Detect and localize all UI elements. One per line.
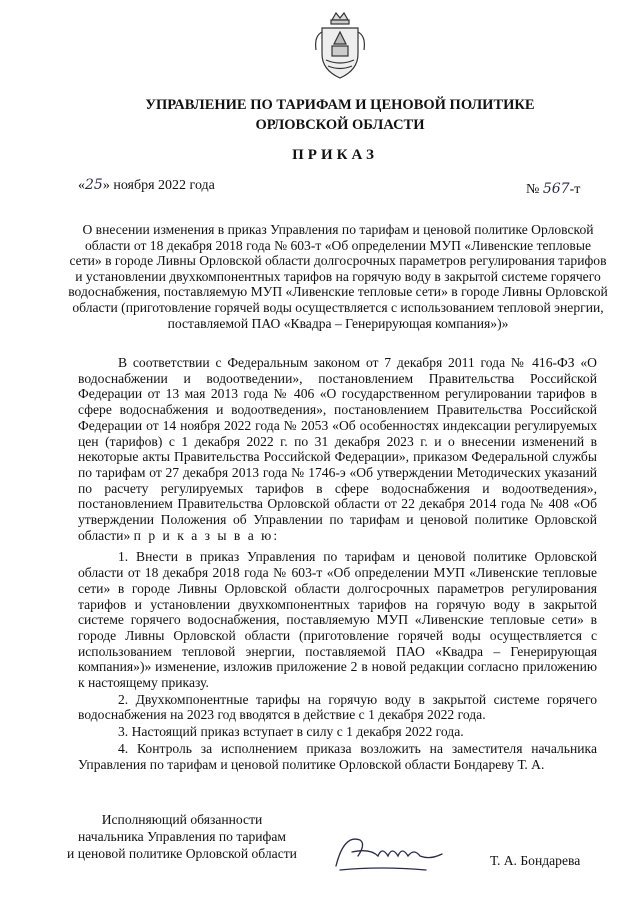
preamble-text: В соответствии с Федеральным законом от 7 декабря 2011 года № 416-ФЗ «О водоснабжении и водоотведении», постановлением Правительства Российской Федерации от 13 мая 2013 года № 406 «О государственном регулировании тарифов в сфере водоснабжения и водоотведения», постановлением Правительства Российской Федерации от 14 ноября 2022 года № 2053 «Об особенностях индексации регулируемых цен (тарифов) с 1 декабря 2022 г. по 31 декабря 2023 г. и о внесении изменений в некоторые акты Правительства Российской Федерации», приказом Федеральной службы по тарифам от 27 декабря 2013 года № 1746-э «Об утверждении Методических указаний по расчету регулируемых тарифов в сфере водоснабжения и водоотведения», постановлением Правительства Орловской области от 22 декабря 2014 года № 408 «Об утверждении Положения об Управлении по тарифам и ценовой политике Орловской области» — [78, 355, 597, 543]
document-type: ПРИКАЗ — [292, 147, 378, 163]
document-date — [78, 177, 215, 194]
preamble-paragraph — [78, 355, 597, 543]
handwritten-signature — [330, 826, 448, 876]
order-item-4: 4. Контроль за исполнением приказа возложить на заместителя начальника Управления по тарифам и ценовой политике Орловской области Бондареву Т. А. — [78, 740, 597, 772]
organization-name-line-2: ОРЛОВСКОЙ ОБЛАСТИ — [255, 117, 425, 133]
number-prefix: № — [526, 182, 540, 197]
signatory-name: Т. А. Бондарева — [490, 853, 581, 868]
coat-of-arms-icon — [310, 10, 370, 84]
number-suffix: -т — [569, 182, 581, 197]
document-body — [78, 355, 597, 772]
signatory-title-line-1: Исполняющий обязанности — [101, 812, 263, 827]
order-item-2: 2. Двухкомпонентные тарифы на горячую воду в закрытой системе горячего водоснабжения на 2023 год вводятся в действие с 1 декабря 2022 года. — [78, 691, 597, 723]
date-day-handwritten: 25 — [85, 177, 103, 193]
order-item-1: 1. Внести в приказ Управления по тарифам и ценовой политике Орловской области от 18 декабря 2018 года № 603-т «Об определении МУП «Ливенские тепловые сети» в городе Ливны Орловской области долгосрочных параметров регулирования тарифов и установлении двухкомпонентных тарифов на горячую воду в закрытой системе горячего водоснабжения, поставляемую МУП «Ливенские тепловые сети» в городе Ливны Орловской области (приготовление горячей воды осуществляется с использованием тепловой энергии, поставляемой ПАО «Квадра – Генерирующая компания»)» изменение, изложив приложение 2 в новой редакции согласно приложению к настоящему приказу. — [78, 549, 597, 691]
signatory-title-line-2: начальника Управления по тарифам — [77, 829, 287, 844]
date-open-quote: « — [78, 178, 85, 193]
order-word: п р и к а з ы в а ю: — [133, 527, 280, 543]
organization-name-line-1: УПРАВЛЕНИЕ ПО ТАРИФАМ И ЦЕНОВОЙ ПОЛИТИКЕ — [145, 97, 535, 113]
organization-name — [0, 95, 640, 135]
document-subject: О внесении изменения в приказ Управления по тарифам и ценовой политике Орловской области от 18 декабря 2018 года № 603-т «Об определении МУП «Ливенские тепловые сети» в городе Ливны Орловской области долгосрочных параметров регулирования тарифов и установлении двухкомпонентных тарифов на горячую воду в закрытой системе горячего водоснабжения, поставляемую МУП «Ливенские тепловые сети» в городе Ливны Орловской области (приготовление горячей воды осуществляется с использованием тепловой энергии, поставляемой ПАО «Квадра – Генерирующая компания»)» — [68, 222, 608, 331]
signatory-title-line-3: и ценовой политике Орловской области — [67, 846, 297, 861]
order-item-3: 3. Настоящий приказ вступает в силу с 1 декабря 2022 года. — [118, 724, 464, 740]
signatory-title — [56, 811, 308, 862]
date-rest: » ноября 2022 года — [102, 178, 215, 193]
document-number — [526, 181, 580, 198]
number-value-handwritten: 567 — [542, 181, 570, 197]
